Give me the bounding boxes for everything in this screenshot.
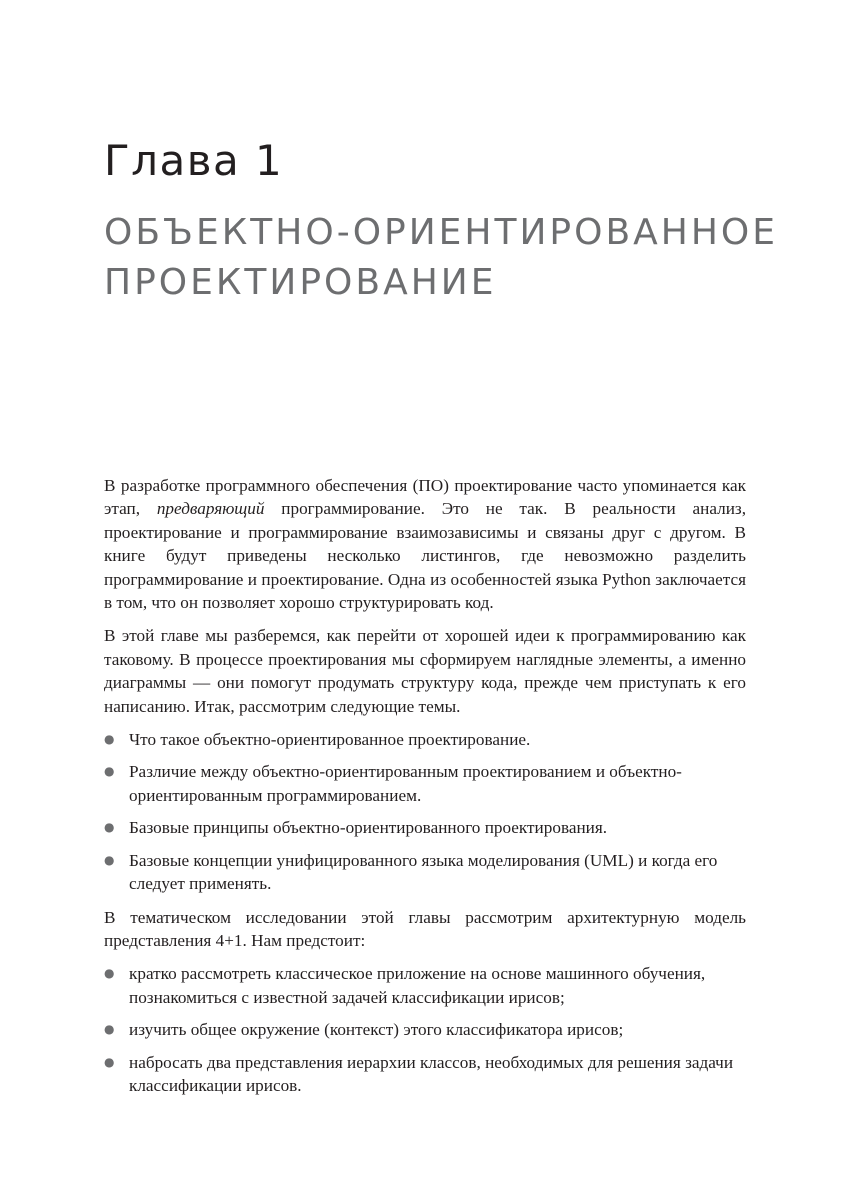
list-item: ● Базовые концепции унифицированного языка моделирования (UML) и когда его следует применять.: [104, 850, 718, 894]
bullet-icon: ●: [104, 852, 115, 867]
list-item: ● Базовые принципы объектно-ориентированного проектирования.: [104, 816, 746, 839]
list-item: ● изучить общее окружение (контекст) этого классификатора ирисов;: [104, 1018, 746, 1041]
chapter-label: Глава 1: [104, 136, 284, 185]
intro-paragraph: В разработке программного обеспечения (ПО) проектирование часто упоминается как этап, предваряющий программирование. Это не так. В реальности анализ, проектирование и программирование взаимозависимы и связаны друг с другом. В книге будут приведены несколько листингов, где невозможно разделить программирование и проектирование. Одна из особенностей языка Python заключается в том, что он позволяет хорошо структурировать код.: [104, 476, 746, 613]
bullet-icon: ●: [104, 1022, 115, 1037]
bullet-icon: ●: [104, 820, 115, 835]
topics-intro-paragraph: В этой главе мы разберемся, как перейти от хорошей идеи к программированию как таковому. В процессе проектирования мы сформируем наглядные элементы, а именно диаграммы — они помогут продумать структуру кода, прежде чем приступать к его написанию. Итак, рассмотрим следующие темы.: [104, 626, 746, 716]
list-item: ● Различие между объектно-ориентированным проектированием и объектно-ориентированным программированием.: [104, 762, 682, 805]
chapter-title-line: ОБЪЕКТНО-ОРИЕНТИРОВАННОЕ: [104, 212, 778, 253]
chapter-title-line: ПРОЕКТИРОВАНИЕ: [104, 262, 497, 303]
bullet-icon: ●: [104, 732, 115, 747]
bullet-icon: ●: [104, 1054, 115, 1069]
list-item: ● кратко рассмотреть классическое приложение на основе машинного обучения, познакомиться с известной задачей классификации ирисов;: [104, 964, 706, 1007]
topics-list: [104, 728, 746, 895]
bullet-icon: ●: [104, 966, 115, 981]
tasks-list: [104, 962, 746, 1097]
list-item: ● набросать два представления иерархии классов, необходимых для решения задачи классификации ирисов.: [104, 1052, 734, 1095]
emphasis-text: предваряющий: [156, 499, 265, 519]
chapter-body: [104, 474, 746, 1107]
chapter-title: [104, 208, 778, 308]
list-item: ● Что такое объектно-ориентированное проектирование.: [104, 728, 746, 751]
case-study-paragraph: В тематическом исследовании этой главы рассмотрим архитектурную модель представления 4+1. Нам предстоит:: [104, 907, 746, 950]
bullet-icon: ●: [104, 764, 115, 779]
